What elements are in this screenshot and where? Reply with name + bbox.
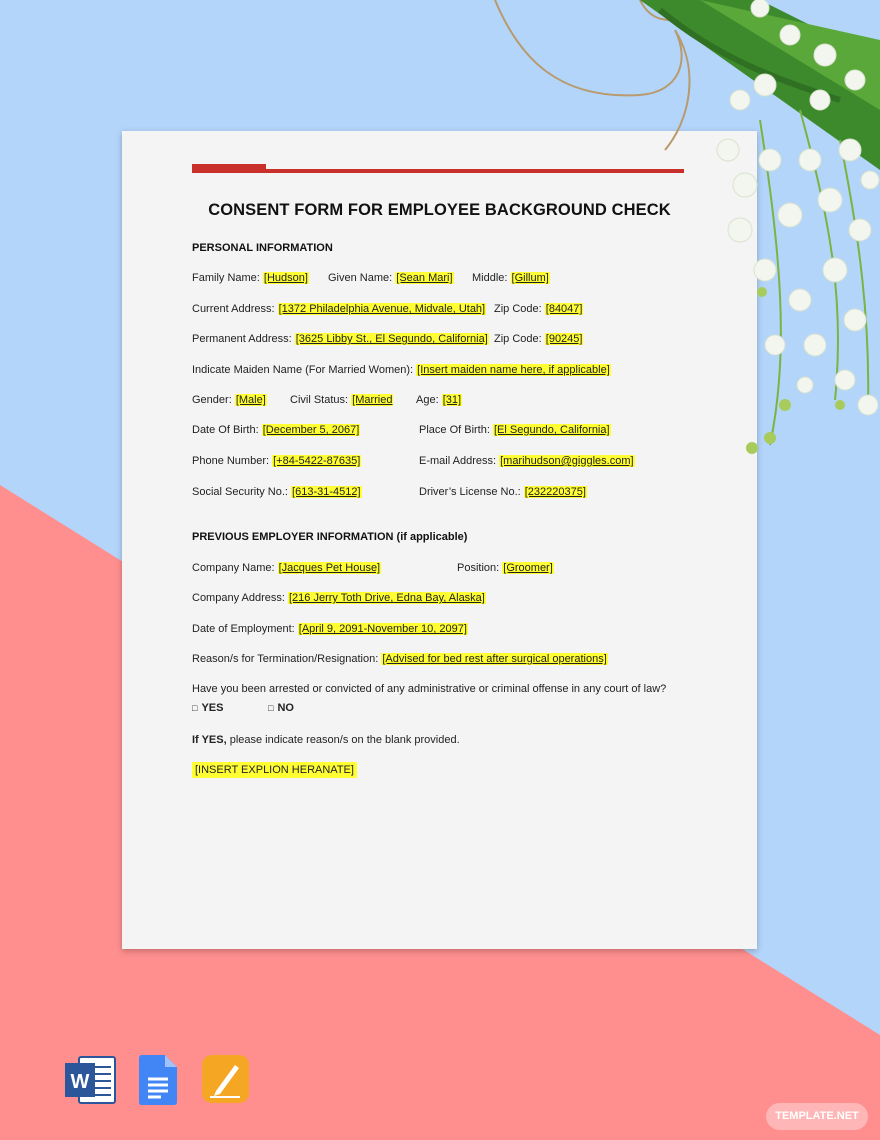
phone-number-value[interactable]: [+84-5422-87635] [273,455,361,467]
middle-name-value[interactable]: [Gillum] [511,272,549,284]
age-field: Age: [31] [416,394,462,406]
zip-code-field-2: Zip Code: [90245] [494,333,583,345]
email-value[interactable]: [marihudson@giggles.com] [500,455,634,467]
place-of-birth-field: Place Of Birth: [El Segundo, California] [419,424,610,436]
termination-reason-value[interactable]: [Advised for bed rest after surgical operations] [382,653,607,665]
google-docs-icon [139,1055,177,1105]
form-title: CONSENT FORM FOR EMPLOYEE BACKGROUND CHECK [208,201,671,219]
pages-icon [202,1055,249,1103]
zip-code-value-1[interactable]: [84047] [545,303,583,315]
place-of-birth-value[interactable]: [El Segundo, California] [493,424,610,436]
gender-value[interactable]: [Male] [235,394,266,406]
if-yes-instruction: If YES, please indicate reason/s on the blank provided. [192,734,460,746]
maiden-name-value[interactable]: [Insert maiden name here, if applicable] [417,364,610,376]
given-name-value[interactable]: [Sean Mari] [396,272,453,284]
family-name-value[interactable]: [Hudson] [263,272,308,284]
current-address-field: Current Address: [1372 Philadelphia Avenue, Midvale, Utah] [192,303,486,315]
date-of-birth-value[interactable]: [December 5, 2067] [262,424,360,436]
date-of-birth-field: Date Of Birth: [December 5, 2067] [192,424,360,436]
drivers-license-value[interactable]: [232220375] [524,486,586,498]
personal-info-heading: PERSONAL INFORMATION [192,242,333,254]
svg-text:W: W [70,1071,90,1093]
termination-reason-field: Reason/s for Termination/Resignation: [Advised for bed rest after surgical operations] [192,653,607,665]
accent-bar [192,164,266,173]
phone-number-field: Phone Number: [+84-5422-87635] [192,455,361,467]
word-icon [65,1055,117,1105]
civil-status-value[interactable]: [Married [352,394,393,406]
company-name-value[interactable]: [Jacques Pet House] [278,562,381,574]
employment-date-value[interactable]: [April 9, 2091-November 10, 2097] [298,623,467,635]
no-option[interactable]: □ NO [268,702,294,714]
zip-code-field-1: Zip Code: [84047] [494,303,583,315]
arrest-question: Have you been arrested or convicted of any administrative or criminal offense in any court of law? [192,683,667,695]
explanation-field [192,764,357,776]
current-address-value[interactable]: [1372 Philadelphia Avenue, Midvale, Utah] [278,303,486,315]
ssn-field: Social Security No.: [613-31-4512] [192,486,361,498]
form-document [122,131,757,949]
position-value[interactable]: [Groomer] [503,562,553,574]
accent-line [266,169,684,173]
ssn-value[interactable]: [613-31-4512] [292,486,361,498]
explanation-value[interactable]: [INSERT EXPLION HERANATE] [192,762,357,778]
drivers-license-field: Driver’s License No.: [232220375] [419,486,586,498]
position-field: Position: [Groomer] [457,562,553,574]
maiden-name-field: Indicate Maiden Name (For Married Women): [Insert maiden name here, if applicable] [192,364,610,376]
zip-code-value-2[interactable]: [90245] [545,333,583,345]
age-value[interactable]: [31] [442,394,462,406]
watermark-badge: TEMPLATE.NET [766,1103,868,1130]
gender-field: Gender: [Male] [192,394,266,406]
permanent-address-field: Permanent Address: [3625 Libby St., El Segundo, California] [192,333,488,345]
company-address-value[interactable]: [216 Jerry Toth Drive, Edna Bay, Alaska] [289,592,485,604]
family-name-field: Family Name: [Hudson] [192,272,308,284]
middle-name-field: Middle: [Gillum] [472,272,549,284]
email-field: E-mail Address: [marihudson@giggles.com] [419,455,634,467]
checkbox-icon[interactable]: □ [268,703,274,713]
checkbox-icon[interactable]: □ [192,703,198,713]
employer-info-heading: PREVIOUS EMPLOYER INFORMATION (if applicable) [192,531,468,543]
yes-option[interactable]: □ YES [192,702,224,714]
company-address-field: Company Address: [216 Jerry Toth Drive, Edna Bay, Alaska] [192,592,485,604]
permanent-address-value[interactable]: [3625 Libby St., El Segundo, California] [295,333,488,345]
employment-date-field: Date of Employment: [April 9, 2091-November 10, 2097] [192,623,467,635]
given-name-field: Given Name: [Sean Mari] [328,272,453,284]
company-name-field: Company Name: [Jacques Pet House] [192,562,381,574]
civil-status-field: Civil Status: [Married [290,394,393,406]
